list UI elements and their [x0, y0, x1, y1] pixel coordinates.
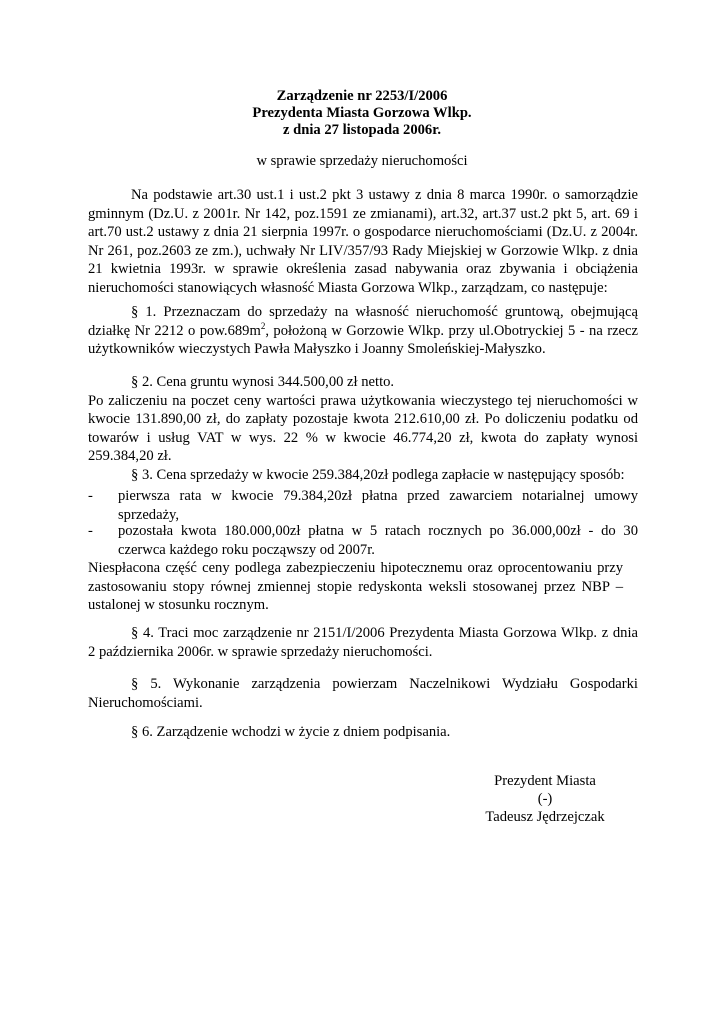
section-3-line: § 3. Cena sprzedaży w kwocie 259.384,20zł podlega zapłacie w następujący sposób:: [131, 467, 625, 483]
section-2-line: Po zaliczeniu na poczet ceny wartości prawa użytkowania wieczystego tej nieruchomości w: [88, 392, 638, 409]
preamble-line: gminnym (Dz.U. z 2001r. Nr 142, poz.1591 ze zmianami), art.32, art.37 ust.2 pkt 5, art. 69 i: [88, 205, 638, 222]
section-2-line: towarów i usług VAT w wys. 22 % w kwocie 46.774,20 zł, kwota do zapłaty wynosi: [88, 429, 638, 446]
document-title: Zarządzenie nr 2253/I/2006: [276, 88, 448, 104]
section-3-intro: [88, 466, 638, 485]
list-item-line: sprzedaży,: [118, 506, 180, 523]
section-3-line: ustalonej w stosunku rocznym.: [88, 597, 269, 614]
section-4-paragraph: [88, 624, 638, 661]
list-item: [88, 487, 638, 525]
list-item: [88, 522, 638, 560]
section-1-line-part: działkę Nr 2212 o pow.689m: [88, 322, 261, 339]
document-issuer: Prezydenta Miasta Gorzowa Wlkp.: [252, 105, 472, 121]
section-1-line: [88, 322, 638, 341]
section-1-line: użytkowników wieczystych Pawła Małyszko i Joanny Smoleńskiej-Małyszko.: [88, 341, 546, 358]
list-item-line: czerwca każdego roku począwszy od 2007r.: [118, 541, 375, 558]
list-item-text: [118, 487, 638, 524]
signature-name: Tadeusz Jędrzejczak: [485, 809, 605, 825]
area-unit-superscript: 2: [260, 320, 266, 331]
preamble-line: nieruchomości stanowiących własność Miasta Gorzowa Wlkp., zarządzam, co następuje:: [88, 279, 608, 296]
preamble-line: 21 kwietnia 1993r. w sprawie określenia zasad nabywania oraz zbywania i obciążenia: [88, 261, 638, 278]
section-5-line: § 5. Wykonanie zarządzenia powierzam Naczelnikowi Wydziału Gospodarki: [131, 676, 638, 692]
section-2-line: 259.384,20 zł.: [88, 448, 172, 465]
preamble-paragraph: [88, 186, 638, 298]
section-2-line: kwocie 131.890,00 zł, do zapłaty pozostaje kwota 212.610,00 zł. Po doliczeniu podatku od: [88, 411, 638, 428]
section-2-paragraph: [88, 373, 638, 466]
section-5-paragraph: [88, 675, 638, 712]
section-6-paragraph: [88, 723, 638, 742]
list-item-line: pozostała kwota 180.000,00zł płatna w 5 ratach rocznych po 36.000,00zł - do 30: [118, 523, 638, 539]
section-3-line: zastosowaniu stopy równej zmiennej stopie redyskonta weksli stosowanej przez NBP –: [88, 578, 623, 595]
preamble-line: Nr 261, poz.2603 ze zm.), uchwały Nr LIV/357/93 Rady Miejskiej w Gorzowie Wlkp. z dnia: [88, 242, 638, 259]
document-date: z dnia 27 listopada 2006r.: [283, 122, 441, 138]
signature-mark: (-): [537, 791, 553, 807]
section-2-line: § 2. Cena gruntu wynosi 344.500,00 zł netto.: [131, 374, 395, 390]
section-1-paragraph: [88, 303, 638, 359]
document-subject: w sprawie sprzedaży nieruchomości: [256, 153, 468, 169]
list-dash: -: [88, 523, 93, 539]
section-3-closing: [88, 559, 623, 615]
section-6-line: § 6. Zarządzenie wchodzi w życie z dniem podpisania.: [131, 724, 451, 740]
preamble-line: Na podstawie art.30 ust.1 i ust.2 pkt 3 ustawy z dnia 8 marca 1990r. o samorządzie: [131, 187, 638, 203]
section-4-line: § 4. Traci moc zarządzenie nr 2151/I/2006 Prezydenta Miasta Gorzowa Wlkp. z dnia: [131, 625, 638, 641]
list-dash: -: [88, 488, 93, 504]
signature-title: Prezydent Miasta: [494, 773, 596, 789]
list-item-line: pierwsza rata w kwocie 79.384,20zł płatna przed zawarciem notarialnej umowy: [118, 488, 638, 504]
preamble-line: art.70 ust.2 ustawy z dnia 21 sierpnia 1997r. o gospodarce nieruchomościami (Dz.U. z 2004r.: [88, 224, 638, 241]
section-1-line-part: , położoną w Gorzowie Wlkp. przy ul.Obotryckiej 5 - na rzecz: [265, 322, 638, 339]
section-4-line: 2 października 2006r. w sprawie sprzedaży nieruchomości.: [88, 643, 433, 660]
section-3-line: Niespłacona część ceny podlega zabezpieczeniu hipotecznemu oraz oprocentowaniu przy: [88, 560, 623, 576]
section-1-line: § 1. Przeznaczam do sprzedaży na własność nieruchomość gruntową, obejmującą: [131, 304, 638, 320]
list-item-text: [118, 522, 638, 559]
section-5-line: Nieruchomościami.: [88, 694, 203, 711]
